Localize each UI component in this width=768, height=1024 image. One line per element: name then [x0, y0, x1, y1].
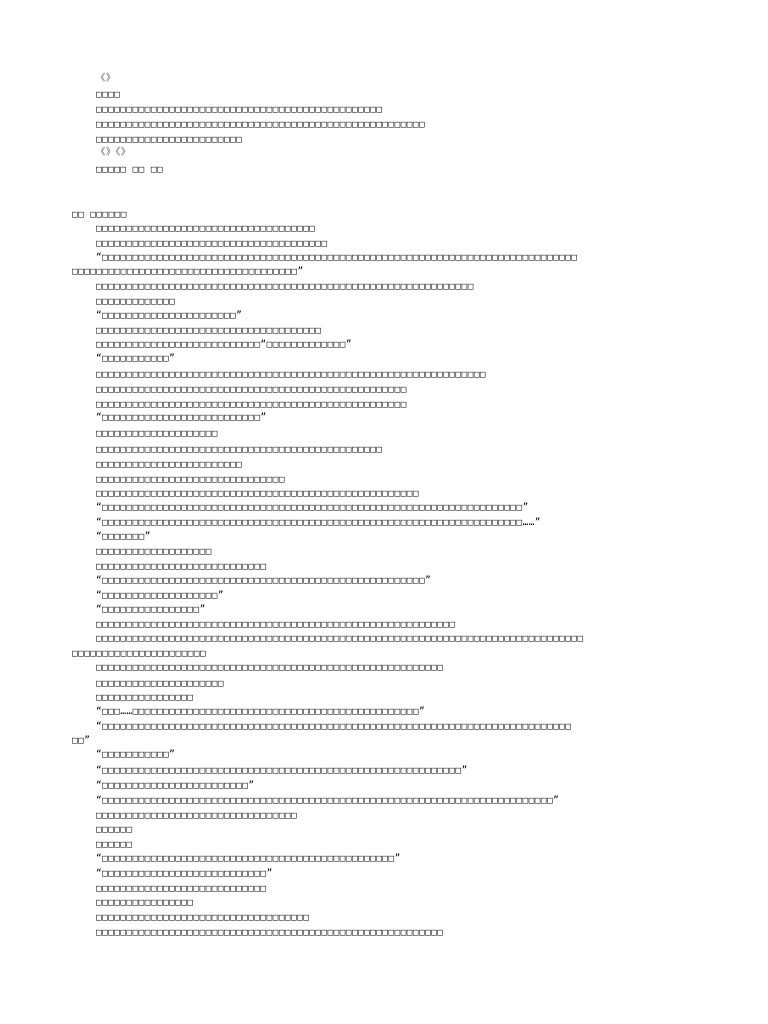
body-line: “□□□□□□□□□□□□□□□□□□□□□□□□□□□□□□□□□□□□□□□□□□□□□□□□□□□□□” [96, 575, 432, 586]
body-line: “□□□□□□□□□□□□□□□□□□□” [96, 590, 224, 601]
body-line: “□□□□□□□” [96, 531, 151, 542]
body-line: □□□□□□□□□□□□□□□□□□□□□□□□□□□□□□□□□□□ [96, 912, 310, 923]
body-line: “□□□□□□□□□□□□□□□□□□□□□□□□□□□□□□□□□□□□□□□□□□□□□□□□” [96, 853, 401, 864]
body-line: □□□□□□□□□□□□□□□□□□□□□□□□□□□□□□□□□□□□□□ [96, 238, 328, 249]
body-line: “□□□□□□□□□□□□□□□□□□□□□□□□□□□□□□□□□□□□□□□□□□□□□□□□□□□□□□□□□□□□□□□□□□□□□” [96, 502, 529, 513]
body-line: □□□□□□□□□□□□□□□□□□□□□□□□□□□□ [96, 883, 267, 894]
body-line: “□□□□□□□□□□□□□□□□□□□□□□□□□□□” [96, 868, 273, 879]
body-line: □□” [72, 735, 91, 746]
body-line: □□□□□□□□□□□□□□□□□□□□ [96, 428, 218, 439]
body-line: □□□□□□□□□□□□□□□□□□□ [96, 546, 212, 557]
body-line: □□□□□□□□□□□□□ [96, 296, 176, 307]
body-line: □□□□□□□□□□□□□□□□□□□□□□ [72, 648, 207, 659]
body-line: □□□□□□□□□□□□□□□□□□□□□□□□□□□□□□□□□□□□□□□□□□□□□□□□□□□□□ [96, 488, 419, 499]
body-line: “□□□□□□□□□□□□□□□□□□□□□□” [96, 310, 243, 321]
body-line: □□□□□□ [96, 839, 133, 850]
body-line: □□□□□□□□□□□□□□□□□□□□□□□□□□□□□□□□□□□□□” [72, 266, 304, 277]
body-line: □□□□□□□□□□□□□□□□□□□□□ [96, 678, 224, 689]
body-line: “□□□□□□□□□□□□□□□□□□□□□□□□□□□□□□□□□□□□□□□□□□□□□□□□□□□□□□□□□□□□□□□□□□□□□……” [96, 517, 541, 528]
body-line: □□□□□□□□□□□□□□□□□□□□□□□□ [96, 459, 243, 470]
chapter-title: □□ □□□□□□ [72, 209, 127, 220]
body-line: “□□□□□□□□□□□□□□□□□□□□□□□□□□□□□□□□□□□□□□□□□□□□□□□□□□□□□□□□□□□□□□□□□□□□□□□□□□” [96, 795, 560, 806]
body-line: “□□□□□□□□□□□□□□□□□□□□□□□□” [96, 780, 255, 791]
header-title-mark: 《》《》 [96, 147, 131, 158]
body-line: “□□□……□□□□□□□□□□□□□□□□□□□□□□□□□□□□□□□□□□□□□□□□□□□□□□□” [96, 706, 426, 717]
header-byline: □□□□□ □□ □□ [96, 164, 164, 175]
body-line: □□□□□□□□□□□□□□□□□□□□□□□□□□□□□□□□□□□□□□□□□□□□□□□□□□□ [96, 399, 407, 410]
header-line: □□□□ [96, 89, 121, 100]
body-line: □□□□□□□□□□□□□□□□□□□□□□□□□□□□ [96, 561, 267, 572]
body-line: □□□□□□□□□□□□□□□□□□□□□□□□□□□□□□□□□□□□ [96, 223, 316, 234]
body-line: “□□□□□□□□□□□” [96, 749, 176, 760]
body-line: □□□□□□□□□□□□□□□□□□□□□□□□□□□□□□□□□□□□□□□□□□□□□□□□□□□□□□□□□ [96, 662, 444, 673]
body-line: □□□□□□□□□□□□□□□□□□□□□□□□□□□□□□□□□□□□□□□□□□□□□□□□□□□□□□□□□□□□□□□□ [96, 369, 487, 380]
body-line: “□□□□□□□□□□□□□□□□□□□□□□□□□□□□□□□□□□□□□□□□□□□□□□□□□□□□□□□□□□□□□□□□□□□□□□□□□□□□□ [96, 721, 572, 732]
book-title-mark: 《》 [96, 73, 116, 84]
body-line: “□□□□□□□□□□□□□□□□□□□□□□□□□□□□□□□□□□□□□□□□□□□□□□□□□□□□□□□□□□□□□□□□□□□□□□□□□□□□□□ [96, 252, 578, 263]
body-line: □□□□□□□□□□□□□□□□□□□□□□□□□□□“□□□□□□□□□□□□□” [96, 339, 352, 350]
header-line: □□□□□□□□□□□□□□□□□□□□□□□□□□□□□□□□□□□□□□□□□□□□□□□ [96, 104, 383, 115]
body-line: □□□□□□□□□□□□□□□□ [96, 897, 194, 908]
body-line: “□□□□□□□□□□□□□□□□” [96, 604, 206, 615]
body-line: “□□□□□□□□□□□□□□□□□□□□□□□□□□” [96, 412, 267, 423]
body-line: □□□□□□□□□□□□□□□□□□□□□□□□□□□□□□□□□ [96, 810, 298, 821]
body-line: □□□□□□□□□□□□□□□□□□□□□□□□□□□□□□□□□□□□□□□□□□□□□□□□□□□ [96, 384, 407, 395]
body-line: □□□□□□□□□□□□□□□□□□□□□□□□□□□□□□□ [96, 474, 285, 485]
body-line: □□□□□□□□□□□□□□□□□□□□□□□□□□□□□□□□□□□□□□□□□□□□□□□□□□□□□□□□□□□ [96, 619, 456, 630]
body-line: □□□□□□□□□□□□□□□□ [96, 692, 194, 703]
body-line: □□□□□□ [96, 824, 133, 835]
header-line: □□□□□□□□□□□□□□□□□□□□□□□□□□□□□□□□□□□□□□□□□□□□□□□□□□□□□□ [96, 119, 426, 130]
body-line: □□□□□□□□□□□□□□□□□□□□□□□□□□□□□□□□□□□□□□□□□□□□□□□ [96, 444, 383, 455]
body-line: “□□□□□□□□□□□” [96, 353, 176, 364]
body-line: □□□□□□□□□□□□□□□□□□□□□□□□□□□□□□□□□□□□□□□□□□□□□□□□□□□□□□□□□□□□□□ [96, 281, 474, 292]
body-line: □□□□□□□□□□□□□□□□□□□□□□□□□□□□□□□□□□□□□□□□□□□□□□□□□□□□□□□□□□□□□□□□□□□□□□□□□□□□□□□□ [96, 633, 584, 644]
body-line: □□□□□□□□□□□□□□□□□□□□□□□□□□□□□□□□□□□□□□□□□□□□□□□□□□□□□□□□□ [96, 927, 444, 938]
body-line: “□□□□□□□□□□□□□□□□□□□□□□□□□□□□□□□□□□□□□□□□□□□□□□□□□□□□□□□□□□□” [96, 765, 468, 776]
body-line: □□□□□□□□□□□□□□□□□□□□□□□□□□□□□□□□□□□□□ [96, 325, 322, 336]
header-line: □□□□□□□□□□□□□□□□□□□□□□□□ [96, 134, 243, 145]
